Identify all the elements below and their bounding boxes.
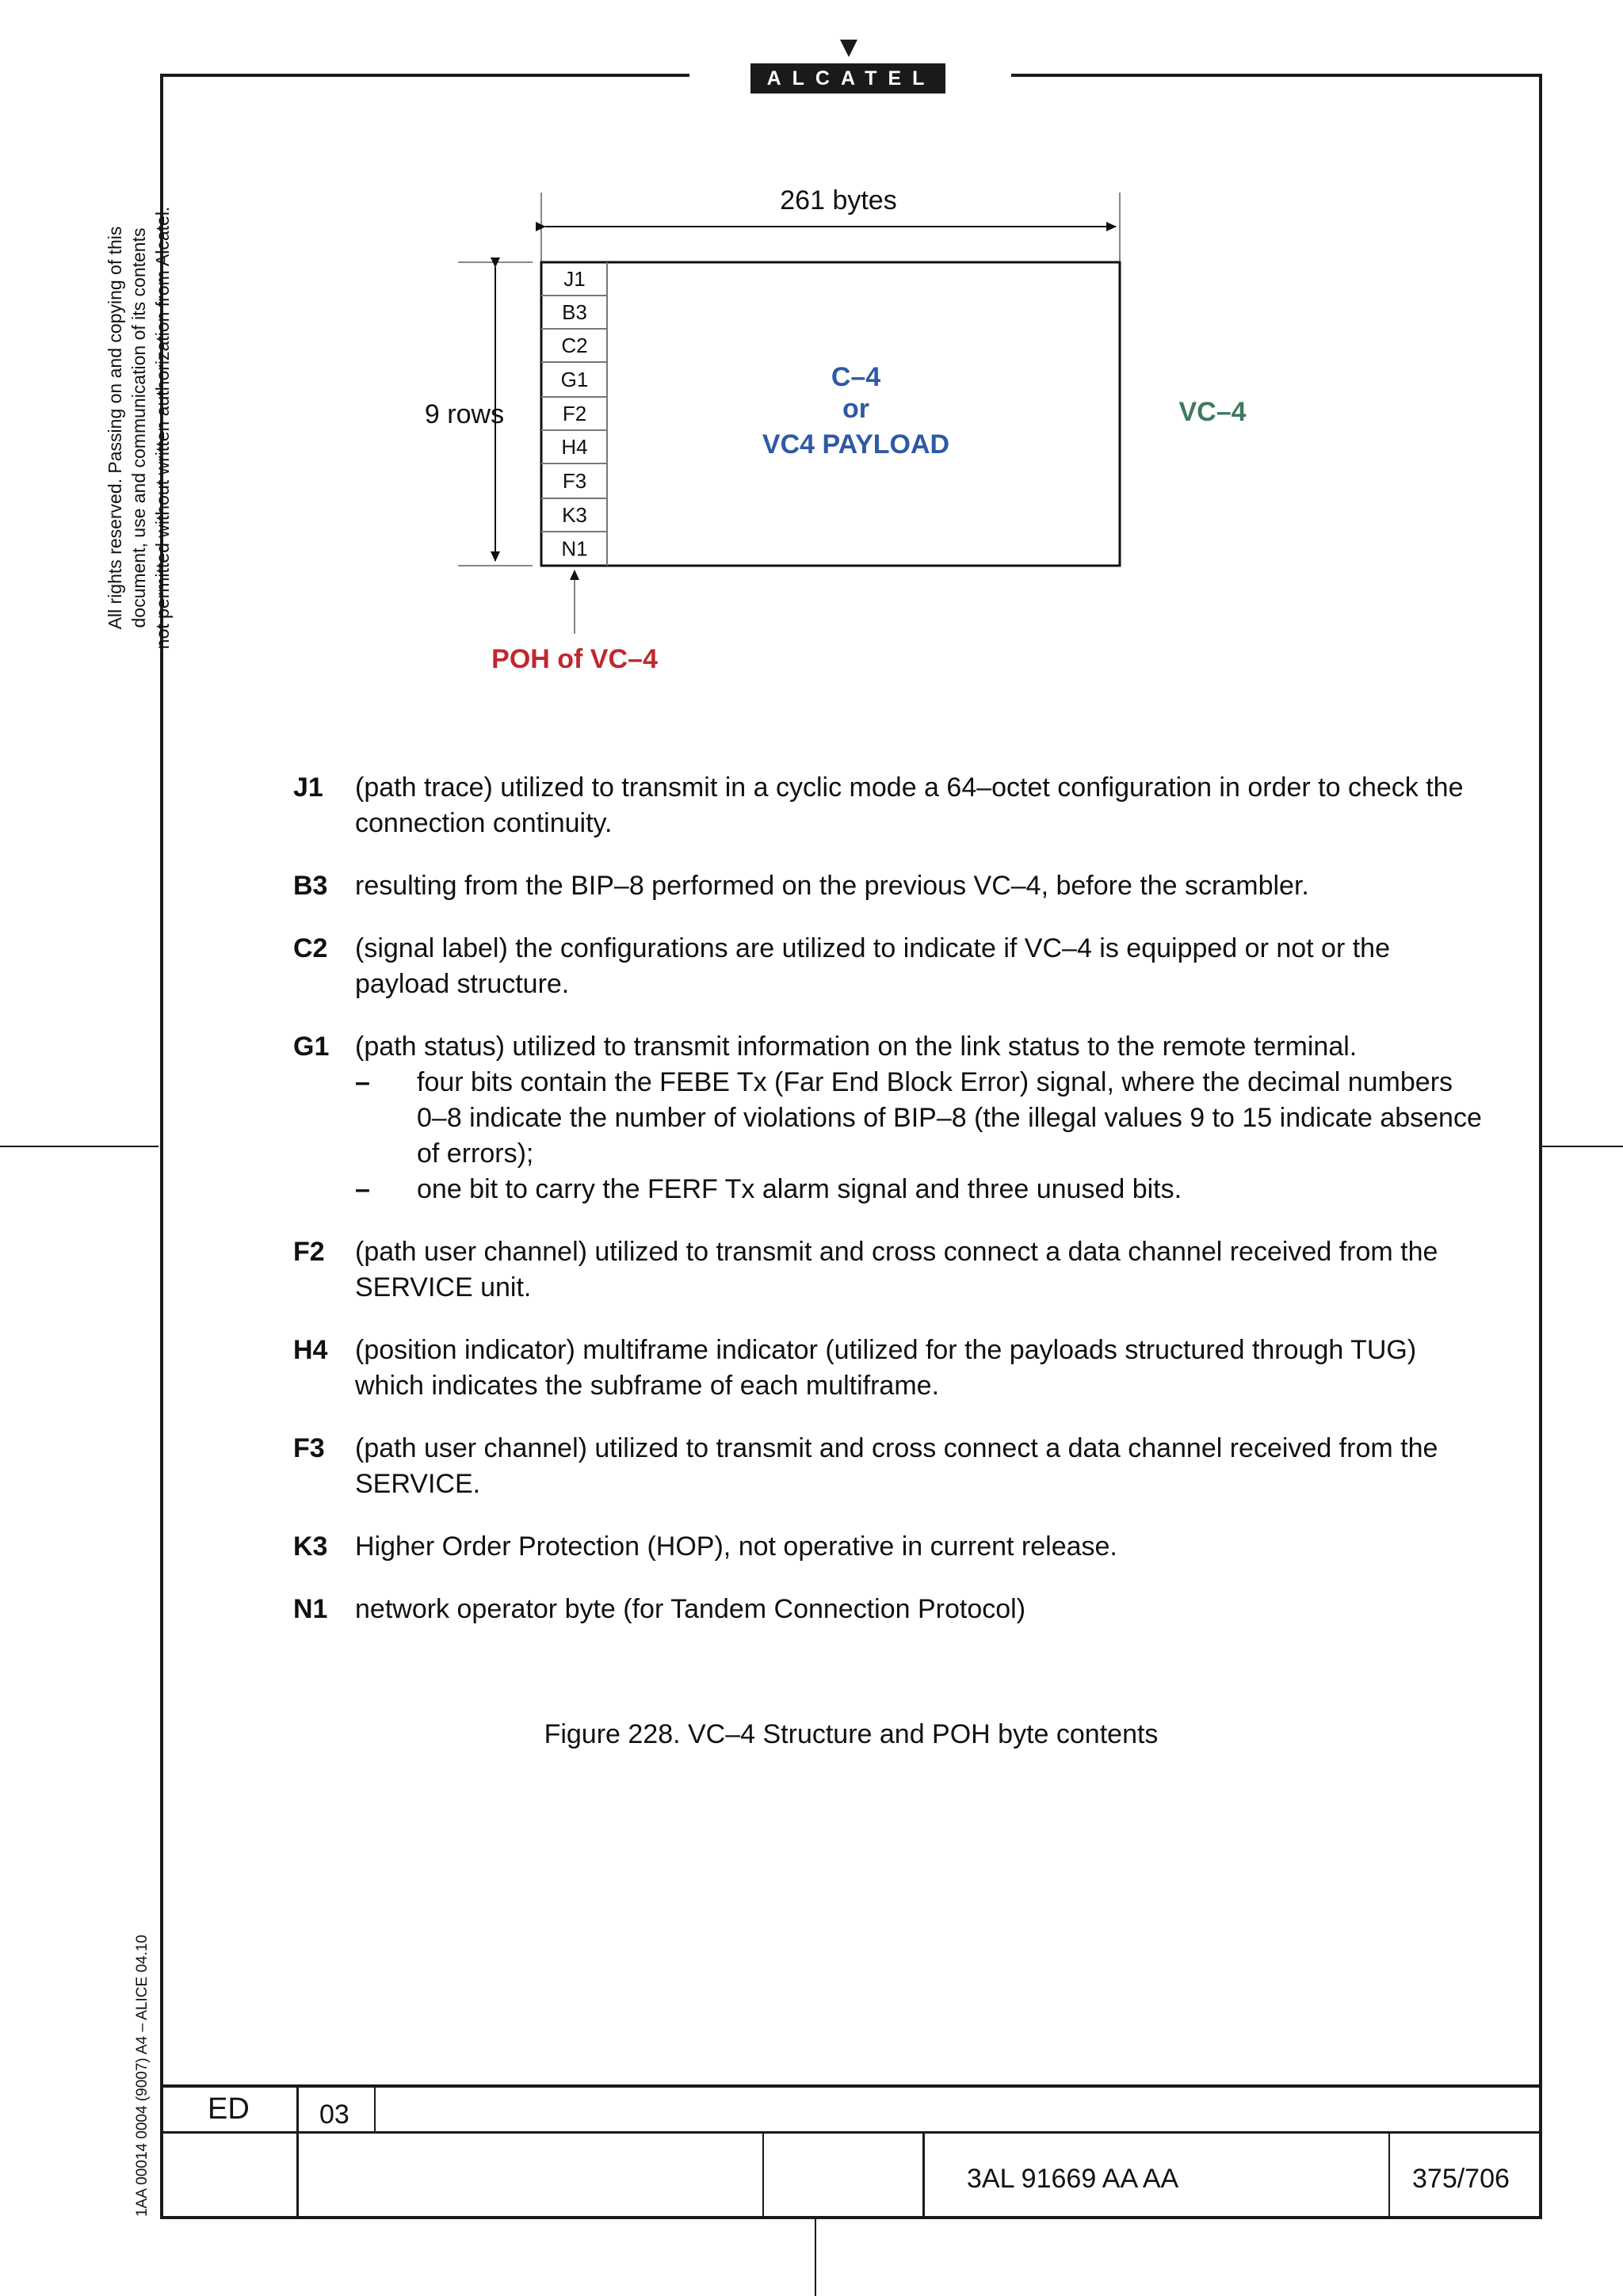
footer-row-divider [160,2131,1542,2134]
fold-mark-left [0,1146,158,1147]
footer-divider-5 [1388,2131,1390,2219]
definition-body [355,1234,1490,1306]
poh-byte-h4: H4 [561,435,588,459]
width-label: 261 bytes [780,185,897,215]
definition-b3 [293,868,1490,904]
definition-code: F2 [293,1237,325,1267]
definition-body [355,1431,1490,1502]
definition-n1 [293,1592,1490,1627]
edition-value: 03 [319,2100,349,2130]
poh-label: POH of VC–4 [491,644,658,674]
definition-bullet [355,1065,1490,1172]
punch-mark-bottom [815,2219,816,2296]
definition-code: F3 [293,1433,325,1463]
definition-body [355,868,1490,904]
bullet-dash-icon: – [355,1174,370,1204]
definition-code: K3 [293,1531,328,1562]
definition-code: H4 [293,1335,328,1365]
definition-text: (path status) utilized to transmit information on the link status to the remote terminal. [355,1032,1358,1062]
footer-top-border [160,2084,1542,2088]
poh-byte-f2: F2 [562,402,587,425]
bullet-text: four bits contain the FEBE Tx (Far End Block Error) signal, where the decimal numbers 0–8 indicate the number of violations of BIP–8 (the illegal values 9 to 15 indicate absence of errors); [417,1067,1482,1169]
definition-body [355,770,1490,841]
copyright-line-3: not permitted without written authorization from Alcatel. [152,206,173,650]
poh-byte-f3: F3 [562,469,587,493]
poh-byte-k3: K3 [562,503,587,527]
vc4-frame-box [541,262,1120,566]
payload-line-2: or [842,394,869,424]
definition-code: J1 [293,772,323,803]
copyright-line-2: document, use and communication of its contents [128,227,149,628]
footer-divider-3 [762,2131,764,2219]
footer-divider-1 [296,2084,299,2219]
page-number: 375/706 [1412,2164,1510,2194]
definition-f3 [293,1431,1490,1502]
definition-code: N1 [293,1594,328,1624]
fold-mark-right [1542,1146,1623,1147]
poh-byte-c2: C2 [561,334,588,357]
poh-byte-n1: N1 [561,536,588,561]
footer-divider-4 [922,2131,925,2219]
document-number: 3AL 91669 AA AA [967,2164,1179,2194]
definition-code: C2 [293,933,328,963]
definition-text: network operator byte (for Tandem Connection Protocol) [355,1594,1026,1624]
copyright-line-1: All rights reserved. Passing on and copying of this [105,226,125,630]
vc4-label: VC–4 [1178,397,1247,427]
definition-text: (path user channel) utilized to transmit and cross connect a data channel received from the SERVICE unit. [355,1237,1438,1302]
definition-body [355,1529,1490,1565]
definition-text: (path trace) utilized to transmit in a cyclic mode a 64–octet configuration in order to check the connection continuity. [355,772,1464,838]
definition-f2 [293,1234,1490,1306]
document-code: 1AA 00014 0004 (9007) A4 – ALICE 04.10 [134,1934,151,2218]
definition-j1 [293,770,1490,841]
poh-byte-definitions [293,770,1490,1654]
definition-text: Higher Order Protection (HOP), not operative in current release. [355,1531,1117,1562]
definition-body [355,931,1490,1002]
definition-k3 [293,1529,1490,1565]
definition-h4 [293,1333,1490,1404]
vc4-structure-diagram [0,0,1623,713]
edition-label: ED [208,2092,250,2126]
definition-g1 [293,1029,1490,1207]
height-label: 9 rows [424,399,505,429]
payload-line-1: C–4 [831,362,881,392]
payload-line-3: VC4 PAYLOAD [762,429,950,460]
poh-column [541,267,607,561]
alcatel-logo: ALCATEL [750,63,945,93]
footer-divider-2 [374,2084,376,2132]
bullet-text: one bit to carry the FERF Tx alarm signal and three unused bits. [417,1174,1182,1204]
definition-body [355,1333,1490,1404]
definition-c2 [293,931,1490,1002]
definition-body [355,1029,1490,1207]
definition-code: B3 [293,871,328,901]
definition-text: (position indicator) multiframe indicator (utilized for the payloads structured through TUG) which indicates the subframe of each multiframe. [355,1335,1417,1401]
definition-code: G1 [293,1032,330,1062]
bullet-dash-icon: – [355,1067,370,1097]
poh-byte-b3: B3 [562,300,587,324]
definition-body [355,1592,1490,1627]
poh-byte-g1: G1 [560,368,589,391]
definition-text: resulting from the BIP–8 performed on the previous VC–4, before the scrambler. [355,871,1309,901]
definition-text: (signal label) the configurations are utilized to indicate if VC–4 is equipped or not or the payload structure. [355,933,1390,999]
figure-caption: Figure 228. VC–4 Structure and POH byte contents [544,1719,1159,1749]
definition-bullet [355,1172,1490,1207]
poh-byte-j1: J1 [563,267,586,291]
definition-text: (path user channel) utilized to transmit and cross connect a data channel received from the SERVICE. [355,1433,1438,1499]
